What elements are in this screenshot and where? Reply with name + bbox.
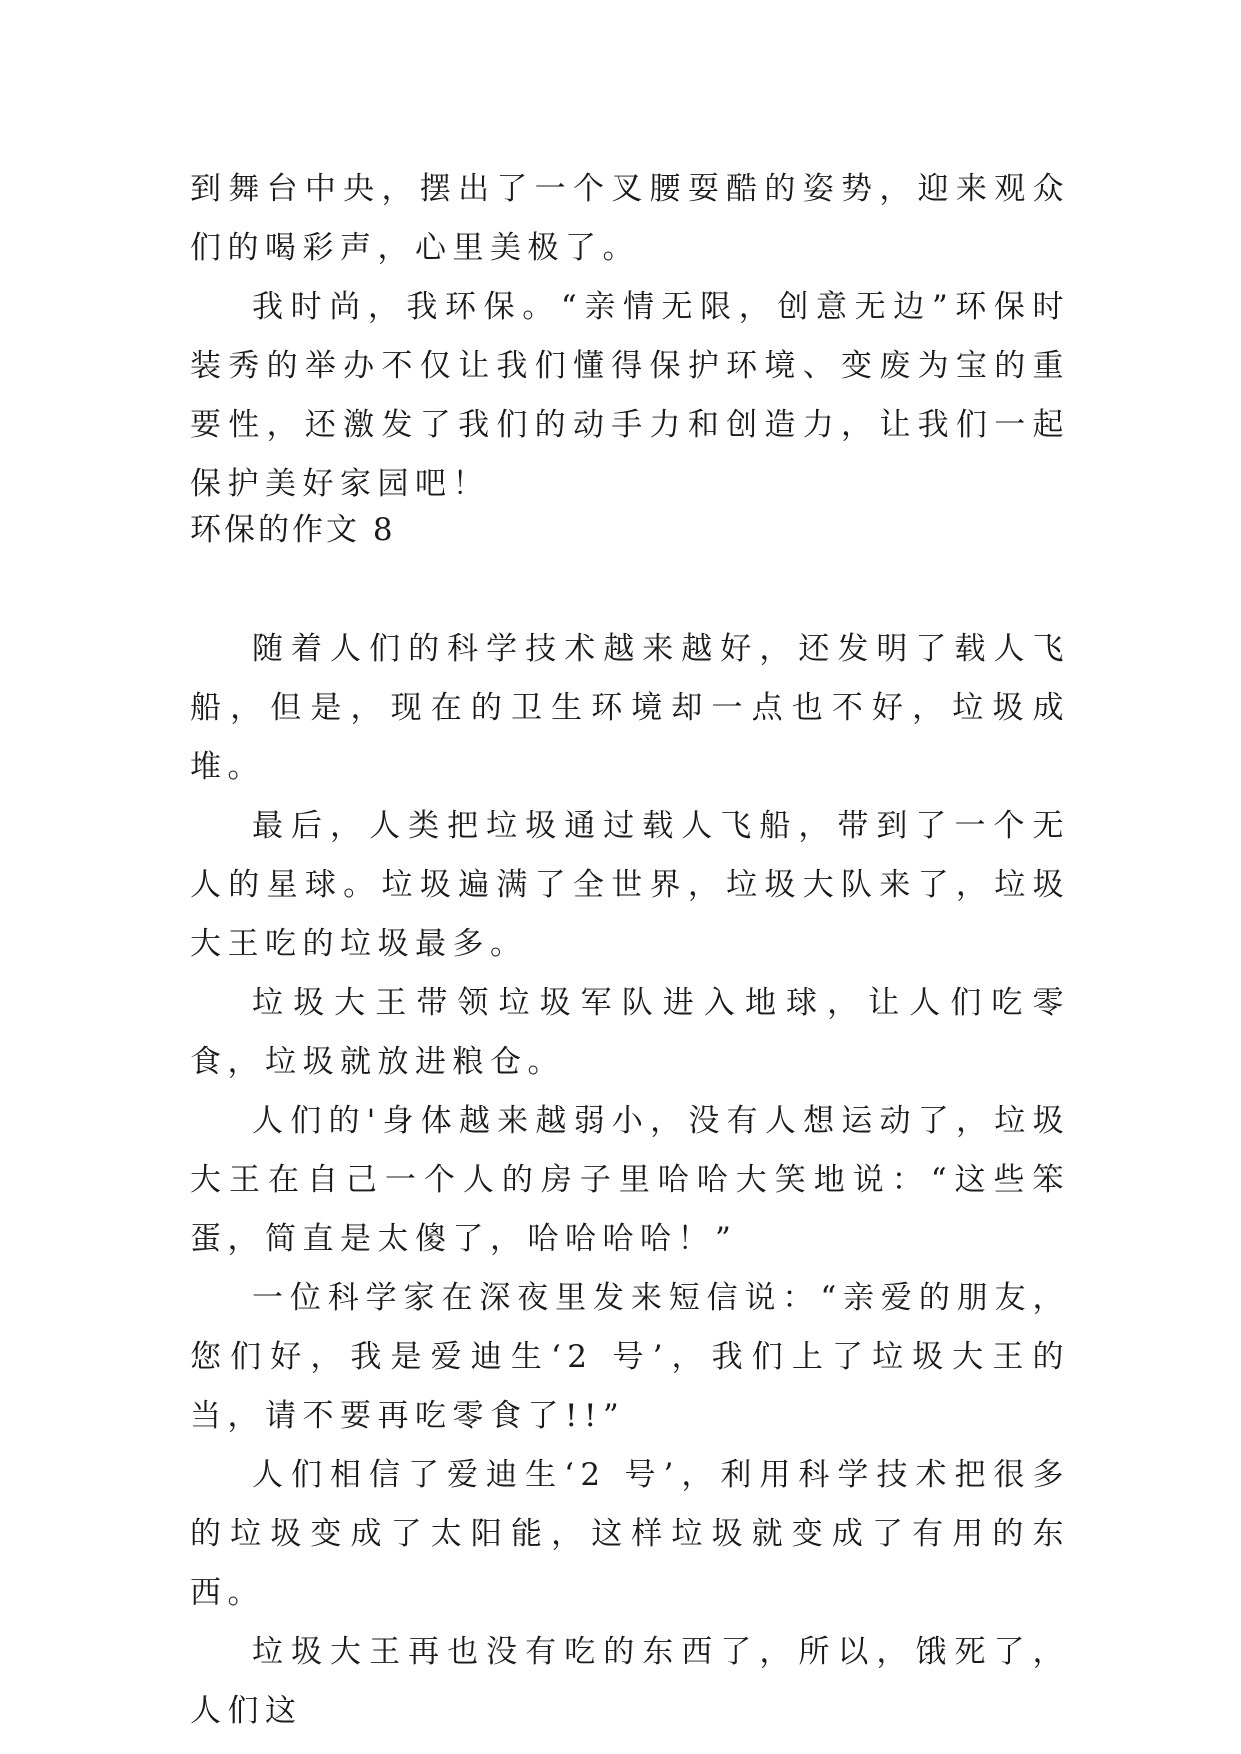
paragraph: 我时尚，我环保。“亲情无限，创意无边”环保时装秀的举办不仅让我们懂得保护环境、变废为宝的重要性，还激发了我们的动手力和创造力，让我们一起保护美好家园吧！ [190,289,1070,502]
paragraph: 垃圾大王带领垃圾军队进入地球，让人们吃零食，垃圾就放进粮仓。 [190,985,1070,1080]
paragraph: 人们的'身体越来越弱小，没有人想运动了，垃圾大王在自己一个人的房子里哈哈大笑地说：“这些笨蛋，简直是太傻了，哈哈哈哈！” [190,1103,1070,1257]
paragraph: 到舞台中央，摆出了一个叉腰耍酷的姿势，迎来观众们的喝彩声，心里美极了。 [190,171,1070,266]
paragraph: 随着人们的科学技术越来越好，还发明了载人飞船，但是，现在的卫生环境却一点也不好，垃圾成堆。 [190,631,1070,785]
paragraph: 人们相信了爱迪生‘2 号’，利用科学技术把很多的垃圾变成了太阳能，这样垃圾就变成了有用的东西。 [190,1457,1070,1611]
paragraph: 垃圾大王再也没有吃的东西了，所以，饿死了，人们这 [190,1634,1070,1729]
paragraph: 一位科学家在深夜里发来短信说：“亲爱的朋友，您们好，我是爱迪生‘2 号’，我们上了垃圾大王的当，请不要再吃零食了!!” [190,1280,1070,1434]
essay-title: 环保的作文 8 [190,512,396,548]
essay-body [190,620,1070,1741]
paragraph: 最后，人类把垃圾通过载人飞船，带到了一个无人的星球。垃圾遍满了全世界，垃圾大队来了，垃圾大王吃的垃圾最多。 [190,808,1070,962]
previous-essay-ending [190,160,1070,514]
